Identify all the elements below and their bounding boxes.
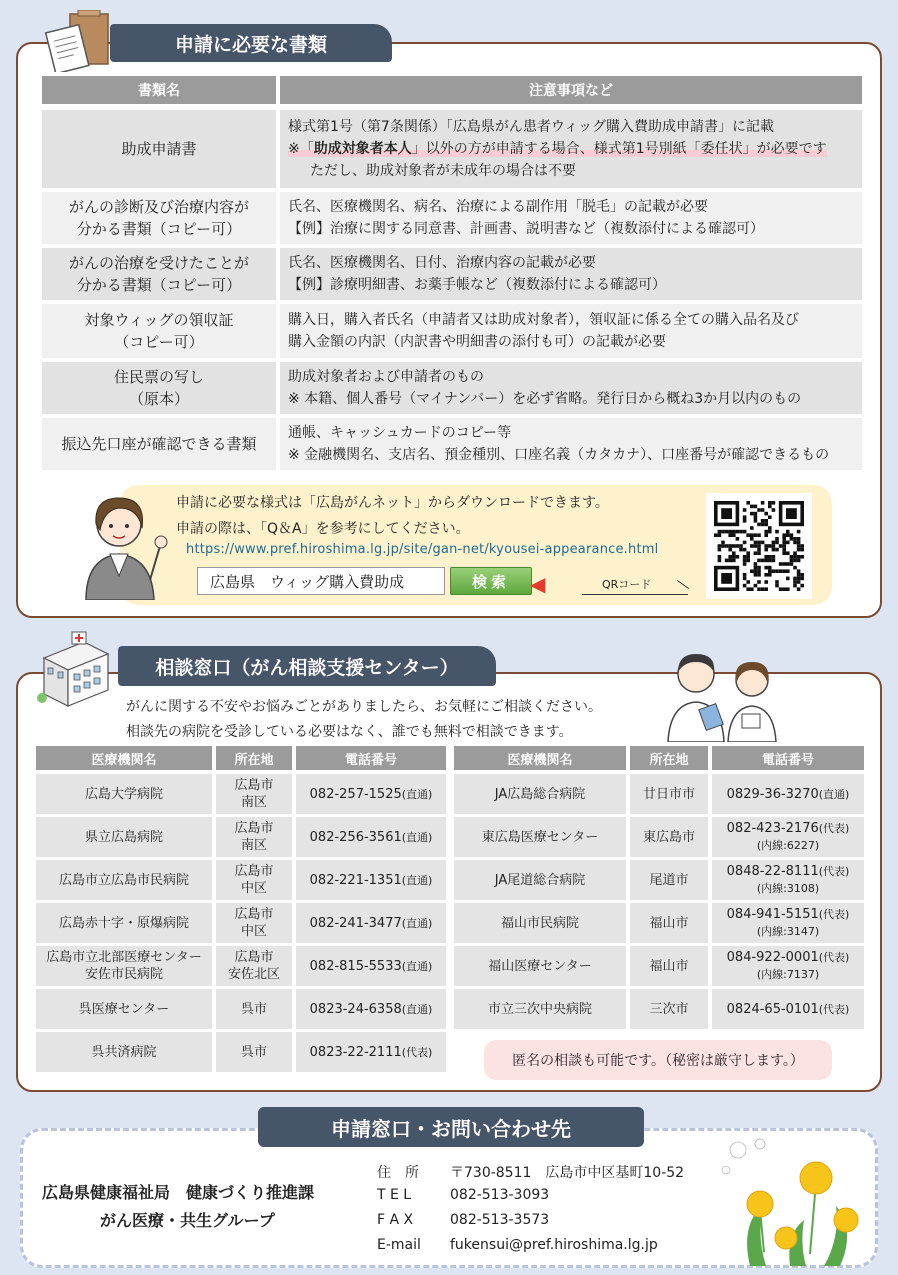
phone-extension: (内線:3147) [756,925,820,938]
phone-type: (代表) [818,951,850,964]
hospital-name-cell [36,817,212,857]
phone-number: 084-941-5151 [726,907,819,922]
phone-cell[interactable] [296,946,446,986]
qr-code-icon [714,501,804,591]
location-cell [216,817,292,857]
doc-note-line: 様式第1号（第7条関係）「広島県がん患者ウィッグ購入費助成申請書」に記載 [288,119,774,135]
contact-title: 申請窓口・お問い合わせ先 [258,1107,644,1147]
location-city: 福山市 [649,915,689,931]
doc-name [42,192,276,244]
phone-cell[interactable] [712,817,864,857]
location-city: 広島市 [234,821,274,836]
col-hospital-right: 医療機関名 [454,746,626,770]
col-location-left: 所在地 [216,746,292,770]
location-city: 呉市 [240,1044,267,1060]
doc-note-line: 通帳、キャッシュカードのコピー等 [288,425,512,441]
location-cell [630,860,708,900]
doc-note-line: ※ 本籍、個人番号（マイナンバー）を必ず省略。発行日から概ね3か月以内のもの [288,391,802,407]
doc-note-line: 購入金額の内訳（内訳書や明細書の添付も可）の記載が必要 [288,334,666,350]
doc-note-line: 【例】診療明細書、お薬手帳など（複数添付による確認可） [288,277,666,293]
phone-cell[interactable] [296,1032,446,1072]
dandelion-illustration [720,1134,870,1266]
doc-note-line: 助成対象者および申請者のもの [288,369,484,385]
location-city: 三次市 [649,1001,689,1017]
doc-note-line: ただし、助成対象者が未成年の場合は不要 [310,163,576,179]
phone-type: (直通) [401,916,433,930]
phone-type: (代表) [818,908,850,921]
location-city: 広島市 [234,864,274,879]
col-location-right: 所在地 [630,746,708,770]
doc-row-receipt [42,304,862,358]
phone-number: 082-423-2176 [726,821,819,836]
location-cell [216,989,292,1029]
phone-type: (直通) [401,830,433,844]
hospital-name: 広島市立広島市民病院 [58,872,189,888]
location-city: 福山市 [649,958,689,974]
doc-name-line: 住民票の写し [113,368,204,386]
doc-row-diagnosis [42,192,862,244]
hospital-name-cell [454,860,626,900]
consult-title: 相談窓口（がん相談支援センター） [118,646,496,686]
hospital-name-cell [36,903,212,943]
location-city: 広島市 [234,907,274,922]
doc-note-line: 氏名、医療機関名、日付、治療内容の記載が必要 [288,255,596,271]
org-group: がん医療・共生グループ [100,1211,275,1230]
doc-note-line: 購入日，購入者氏名（申請者又は助成対象者），領収証に係る全ての購入品名及び [288,312,799,328]
hospital-name: 広島赤十字・原爆病院 [58,915,189,931]
doc-name-line: がんの治療を受けたことが [68,254,249,272]
doc-name: 振込先口座が確認できる書類 [42,418,276,470]
hospital-name: 東広島医療センター [481,829,599,845]
medical-staff-illustration [662,644,782,742]
phone-cell[interactable] [296,817,446,857]
location-cell [216,903,292,943]
phone-extension: (内線:6227) [756,839,820,852]
doc-name [42,248,276,300]
hospital-name-cell [454,946,626,986]
documents-icon [44,10,116,72]
doc-name [42,362,276,414]
doc-name: 助成申請書 [42,110,276,188]
qr-code[interactable] [706,493,812,599]
hospital-name-cell [36,1032,212,1072]
phone-cell[interactable] [296,860,446,900]
fax-value: 082-513-3573 [450,1212,550,1228]
location-cell [630,946,708,986]
location-cell [216,1032,292,1072]
doc-notes [280,362,862,414]
tel-label: T E L [377,1187,412,1203]
qa-text: 申請の際は、「Q＆A」を参考にしてください。 [176,521,470,537]
email-value[interactable]: fukensui@pref.hiroshima.lg.jp [450,1237,658,1253]
hospital-name: 広島市立北部医療センター [46,950,202,965]
phone-cell[interactable] [712,946,864,986]
col-hospital-left: 医療機関名 [36,746,212,770]
phone-type: (直通) [818,787,850,801]
qr-label: QRコード [602,578,652,591]
hospital-name-cell [36,860,212,900]
staff-woman-illustration [64,484,174,600]
phone-number: 082-221-1351 [309,872,402,888]
hospital-name: 呉共済病院 [91,1044,157,1060]
hospital-name-line2: 安佐市民病院 [84,967,163,982]
col-phone-right: 電話番号 [712,746,864,770]
tel-value[interactable]: 082-513-3093 [450,1187,550,1203]
location-ward: 中区 [240,924,267,939]
phone-number: 0824-65-0101 [726,1001,819,1017]
search-input[interactable]: 広島県 ウィッグ購入費助成 [197,567,445,595]
phone-type: (代表) [818,865,850,878]
doc-notes [280,418,862,470]
consult-intro-1: がんに関する不安やお悩みごとがありましたら、お気軽にご相談ください。 [126,699,602,715]
col-notes: 注意事項など [280,76,862,104]
phone-number: 082-241-3477 [309,915,402,931]
note-part: 」以外の方が申請する場合、様式第1号別紙「委任状」が必要です [411,141,827,157]
location-ward: 南区 [240,838,267,853]
hospital-name-cell [36,946,212,986]
location-ward: 南区 [240,795,267,810]
location-cell [630,817,708,857]
phone-type: (代表) [818,1002,850,1016]
phone-cell[interactable] [712,860,864,900]
consult-intro-2: 相談先の病院を受診している必要はなく、誰でも無料で相談できます。 [126,724,573,740]
phone-number: 084-922-0001 [726,950,819,965]
download-url-link[interactable]: https://www.pref.hiroshima.lg.jp/site/gan-net/kyousei-appearance.html [186,542,659,557]
hospital-name-cell [454,817,626,857]
phone-number: 082-815-5533 [309,958,402,974]
address-label: 住 所 [377,1165,419,1181]
hospital-name: 福山市民病院 [500,915,579,931]
phone-cell[interactable] [296,903,446,943]
download-text: 申請に必要な様式は「広島がんネット」からダウンロードできます。 [176,495,609,511]
doc-note-line: 氏名、医療機関名、病名、治療による副作用「脱毛」の記載が必要 [288,199,708,215]
email-label: E-mail [377,1237,421,1253]
address-value: 〒730-8511 広島市中区基町10-52 [450,1165,685,1181]
location-cell [216,946,292,986]
phone-type: (直通) [401,787,433,801]
doc-name-line: 分かる書類（コピー可） [76,220,242,238]
doc-notes [280,110,862,188]
phone-number: 0829-36-3270 [726,786,819,802]
hospital-name: 県立広島病院 [84,829,163,845]
doc-name-line: 分かる書類（コピー可） [76,276,242,294]
doc-note-line: ※ 金融機関名、支店名、預金種別、口座名義（カタカナ）、口座番号が確認できるもの [288,447,830,463]
hospital-name: JA広島総合病院 [494,786,586,802]
doc-name-line: がんの診断及び治療内容が [68,198,249,216]
phone-number: 082-256-3561 [309,829,402,845]
location-city: 東広島市 [642,829,695,845]
location-ward: 安佐北区 [227,967,280,982]
location-cell [216,860,292,900]
doc-row-application [42,110,862,188]
location-cell [630,774,708,814]
hospital-name: 広島大学病院 [84,786,163,802]
phone-type: (直通) [401,1002,433,1016]
location-ward: 中区 [240,881,267,896]
location-cell [630,989,708,1029]
phone-cell[interactable] [712,774,864,814]
phone-cell[interactable] [712,903,864,943]
hospital-name: JA尾道総合病院 [494,872,586,888]
location-city: 呉市 [240,1001,267,1017]
doc-row-bank-account [42,418,862,470]
doc-name-line: （コピー可） [114,333,204,351]
fax-label: F A X [377,1212,414,1228]
location-cell [630,903,708,943]
phone-number: 082-257-1525 [309,786,402,802]
search-button[interactable]: 検索 [450,567,532,595]
doc-row-resident-card [42,362,862,414]
phone-extension: (内線:7137) [756,968,820,981]
doc-notes [280,304,862,358]
doc-notes [280,192,862,244]
arrow-left-icon: ◀ [530,572,546,596]
phone-cell[interactable] [296,989,446,1029]
phone-type: (直通) [401,959,433,973]
hospital-name-cell [454,774,626,814]
doc-name-line: 対象ウィッグの領収証 [84,311,234,329]
location-city: 広島市 [234,950,274,965]
org-name: 広島県健康福祉局 健康づくり推進課 [42,1183,315,1202]
col-phone-left: 電話番号 [296,746,446,770]
location-city: 広島市 [234,778,274,793]
note-emphasis: 助成対象者本人 [313,141,412,157]
phone-number: 0823-24-6358 [309,1001,402,1017]
hospital-name-cell [454,903,626,943]
phone-number: 0823-22-2111 [309,1044,402,1060]
phone-number: 0848-22-8111 [726,864,819,879]
phone-type: (代表) [401,1045,433,1059]
location-city: 尾道市 [649,872,689,888]
hospital-name: 市立三次中央病院 [487,1001,592,1017]
phone-cell[interactable] [712,989,864,1029]
doc-row-treatment [42,248,862,300]
phone-type: (直通) [401,873,433,887]
hospital-building-icon [34,628,114,710]
phone-type: (代表) [818,822,850,835]
doc-note-line: 【例】治療に関する同意書、計画書、説明書など（複数添付による確認可） [288,221,764,237]
note-part: ※「 [288,141,314,157]
doc-name [42,304,276,358]
anonymous-note: 匿名の相談も可能です。（秘密は厳守します。） [484,1040,832,1080]
doc-note-line [288,138,854,160]
hospital-name: 呉医療センター [78,1001,170,1017]
qr-pointer-line [582,594,688,595]
location-city: 廿日市市 [642,786,695,802]
col-document-name: 書類名 [42,76,276,104]
hospital-name-cell [454,989,626,1029]
phone-cell[interactable] [296,774,446,814]
location-cell [216,774,292,814]
hospital-name: 福山医療センター [488,958,592,974]
doc-name-line: （原本） [128,390,189,408]
phone-extension: (内線:3108) [756,882,820,895]
documents-title: 申請に必要な書類 [110,24,392,62]
doc-notes [280,248,862,300]
hospital-name-cell [36,774,212,814]
hospital-name-cell [36,989,212,1029]
